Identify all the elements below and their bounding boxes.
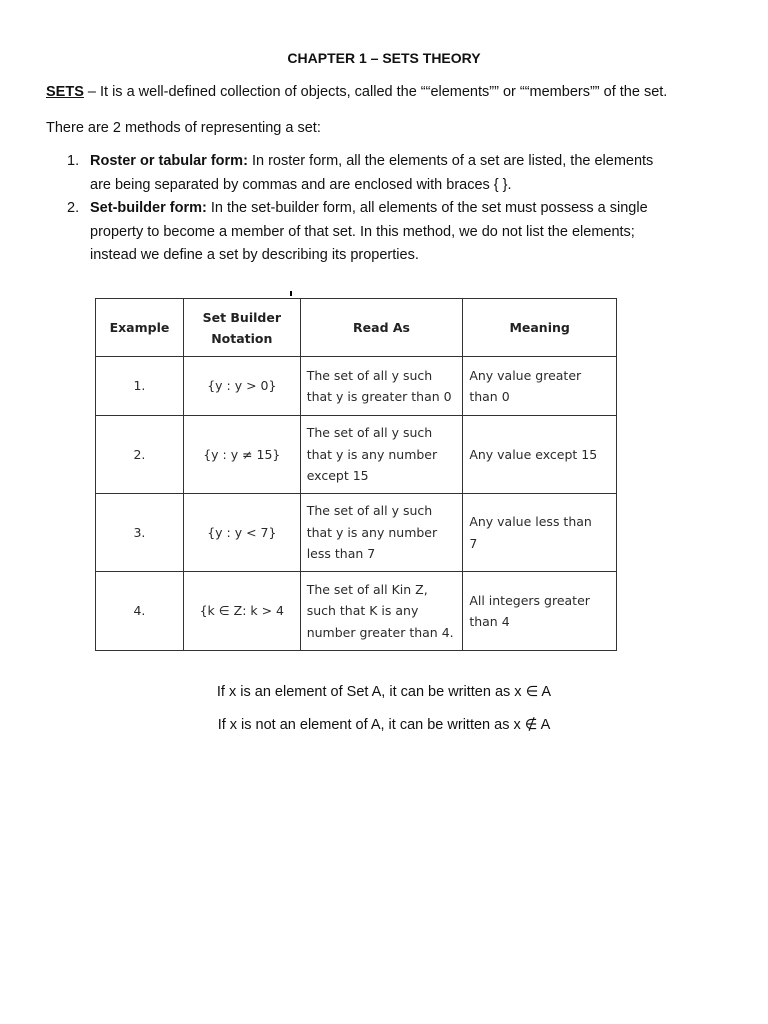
example-cell: 4. [96, 572, 184, 651]
method-text: In the set-builder form, all elements of the set must possess a single [206, 200, 648, 216]
table-header-row [96, 299, 617, 357]
method-text: In roster form, all the elements of a set are listed, the elements [247, 153, 654, 169]
not-element-of-statement: If x is not an element of A, it can be written as x ∉ A [217, 717, 551, 733]
table-row [96, 494, 617, 572]
header-meaning: Meaning [463, 299, 617, 357]
notation-cell: {y : y ≠ 15} [183, 416, 300, 494]
table-row [96, 357, 617, 416]
method-name: Roster or tabular form: [90, 153, 248, 169]
meaning-cell: All integers greater than 4 [463, 572, 617, 651]
element-of-statement: If x is an element of Set A, it can be written as x ∈ A [216, 684, 552, 700]
read-as-cell: The set of all y such that y is greater than 0 [300, 357, 463, 416]
notation-cell: {y : y < 7} [183, 494, 300, 572]
notation-cell: {k ∈ Z: k > 4 [183, 572, 300, 651]
read-as-cell: The set of all Kin Z, such that K is any number greater than 4. [300, 572, 463, 651]
methods-list [67, 150, 747, 268]
example-cell: 3. [96, 494, 184, 572]
table-row [96, 572, 617, 651]
sets-definition [46, 81, 667, 104]
page-title: CHAPTER 1 – SETS THEORY [287, 50, 481, 66]
read-as-cell: The set of all y such that y is any number less than 7 [300, 494, 463, 572]
example-cell: 2. [96, 416, 184, 494]
stray-mark [290, 291, 292, 296]
meaning-cell: Any value less than 7 [463, 494, 617, 572]
method-text: are being separated by commas and are enclosed with braces { }. [90, 176, 512, 193]
methods-intro: There are 2 methods of representing a set: [46, 120, 321, 136]
meaning-cell: Any value except 15 [463, 416, 617, 494]
read-as-cell: The set of all y such that y is any number except 15 [300, 416, 463, 494]
table-row [96, 416, 617, 494]
header-notation-line: Notation [211, 330, 273, 346]
method-text: instead we define a set by describing its properties. [90, 247, 419, 263]
header-notation [183, 299, 300, 357]
method-item-set-builder [67, 197, 747, 268]
method-item-roster [67, 150, 747, 197]
sets-definition-text: – It is a well-defined collection of objects, called the ““elements”” or ““members”” of the set. [83, 84, 668, 100]
notation-cell: {y : y > 0} [183, 357, 300, 416]
header-example: Example [96, 299, 184, 357]
method-name: Set-builder form: [90, 200, 207, 216]
example-cell: 1. [96, 357, 184, 416]
method-number: 2. [67, 200, 80, 216]
header-read-as: Read As [300, 299, 463, 357]
method-text: property to become a member of that set. In this method, we do not list the elements; [90, 223, 635, 240]
set-builder-table [95, 298, 617, 651]
method-number: 1. [67, 153, 80, 169]
header-notation-line: Set Builder [202, 309, 281, 325]
meaning-cell: Any value greater than 0 [463, 357, 617, 416]
sets-term: SETS [46, 84, 84, 100]
